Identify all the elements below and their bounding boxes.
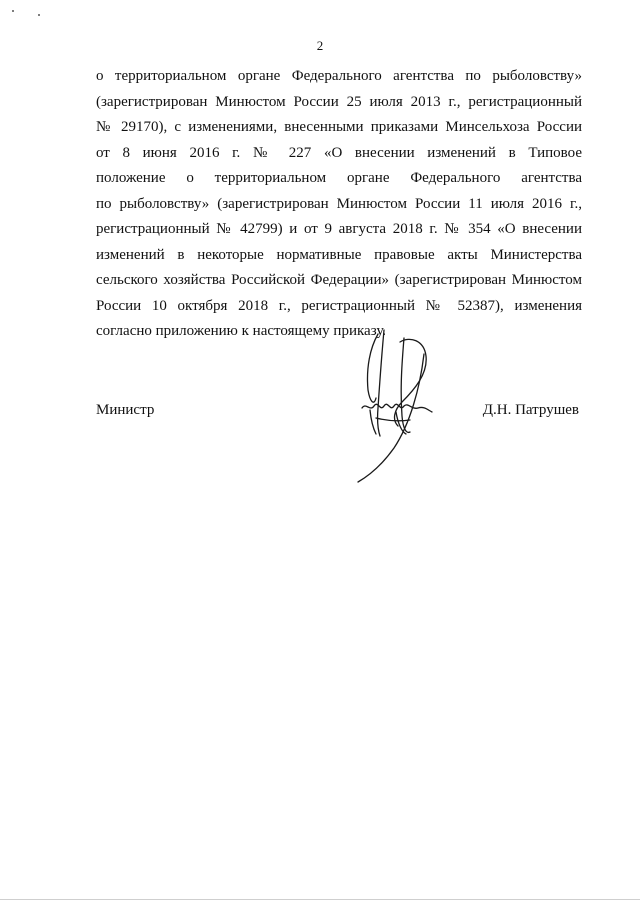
body-line: положение о территориальном органе Федерального агентства — [96, 170, 582, 186]
body-line: о территориальном органе Федерального агентства по рыболовству» — [96, 68, 582, 84]
body-line: (зарегистрирован Минюстом России 25 июля 2013 г., регистрационный — [96, 93, 582, 110]
scan-speck — [38, 14, 40, 16]
body-line: регистрационный № 42799) и от 9 августа 2018 г. № 354 «О внесении — [96, 221, 582, 237]
body-line: сельского хозяйства Российской Федерации» (зарегистрирован Минюстом — [96, 272, 582, 288]
body-line: России 10 октября 2018 г., регистрационный № 52387), изменения — [96, 297, 582, 314]
page-number: 2 — [316, 38, 324, 53]
scan-edge-line — [0, 899, 640, 900]
handwritten-signature — [340, 328, 450, 488]
scan-speck — [12, 10, 14, 12]
body-line: согласно приложению к настоящему приказу. — [96, 323, 387, 339]
body-paragraph — [96, 64, 582, 345]
body-line: изменений в некоторые нормативные правовые акты Министерства — [96, 246, 582, 263]
signatory-role: Министр — [96, 402, 155, 418]
body-line: от 8 июня 2016 г. № 227 «О внесении изменений в Типовое — [96, 144, 582, 161]
body-line: по рыболовству» (зарегистрирован Минюстом России 11 июля 2016 г., — [96, 195, 582, 212]
body-line: № 29170), с изменениями, внесенными приказами Минсельхоза России — [96, 119, 582, 135]
signatory-name: Д.Н. Патрушев — [482, 402, 579, 418]
